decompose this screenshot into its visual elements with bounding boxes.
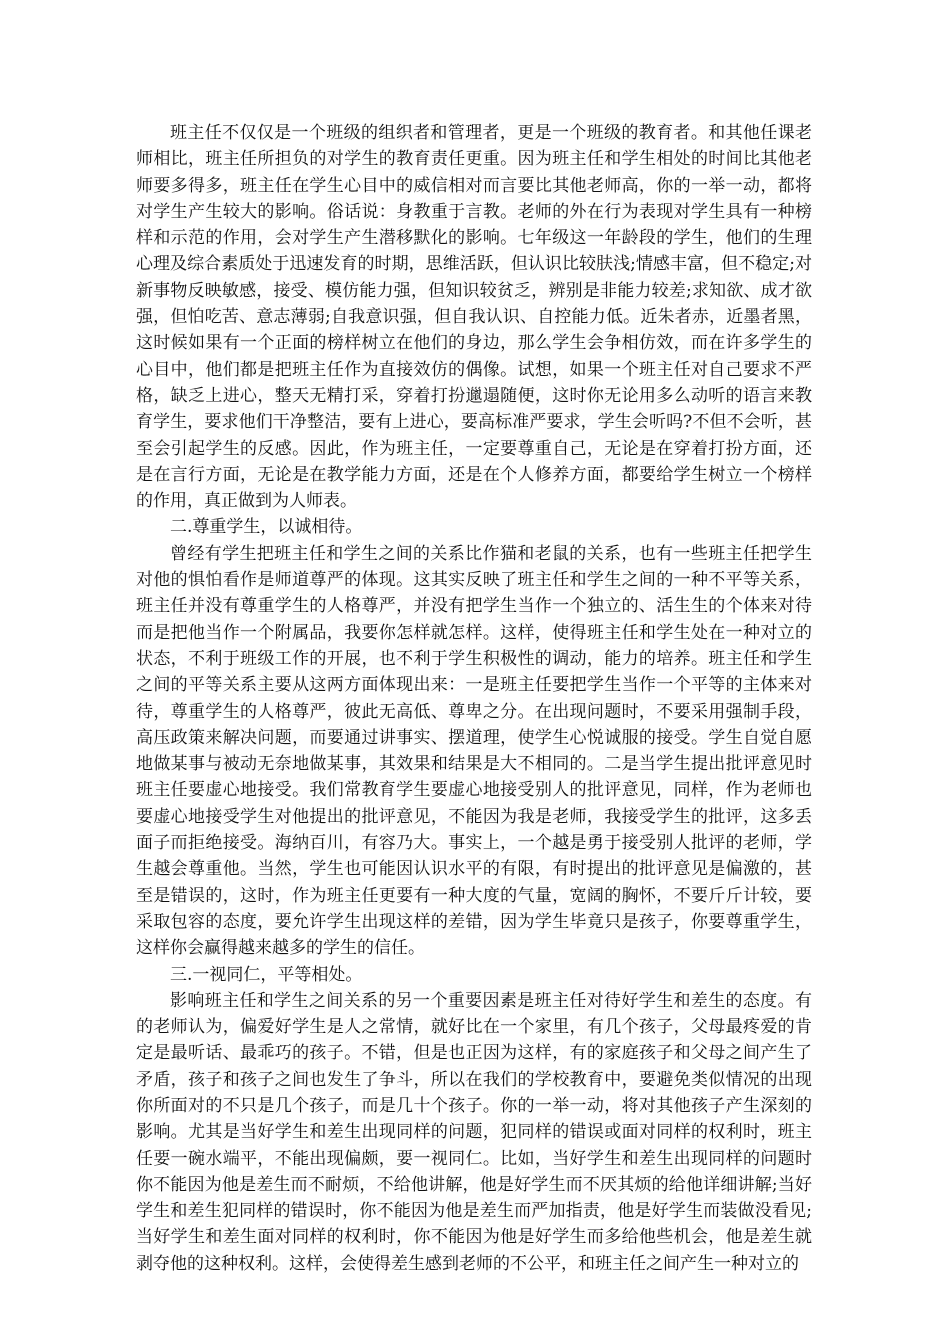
paragraph-role-model: 班主任不仅仅是一个班级的组织者和管理者，更是一个班级的教育者。和其他任课老师相比，班主任所担负的对学生的教育责任更重。因为班主任和学生相处的时间比其他老师要多得多，班主任在学生心目中的威信相对而言要比其他老师高，你的一举一动，都将对学生产生较大的影响。俗话说：身教重于言教。老师的外在行为表现对学生具有一种榜样和示范的作用，会对学生产生潜移默化的影响。七年级这一年龄段的学生，他们的生理心理及综合素质处于迅速发育的时期，思维活跃，但认识比较肤浅;情感丰富，但不稳定;对新事物反映敏感，接受、模仿能力强，但知识较贫乏，辨别是非能力较差;求知欲、成才欲强，但怕吃苦、意志薄弱;自我意识强，但自我认识、自控能力低。近朱者赤，近墨者黑，这时候如果有一个正面的榜样树立在他们的身边，那么学生会争相仿效，而在许多学生的心目中，他们都是把班主任作为直接效仿的偶像。试想，如果一个班主任对自己要求不严格，缺乏上进心，整天无精打采，穿着打扮邋遢随便，这时你无论用多么动听的语言来教育学生，要求他们干净整洁，要有上进心，要高标准严要求，学生会听吗?不但不会听，甚至会引起学生的反感。因此，作为班主任，一定要尊重自己，无论是在穿着打扮方面，还是在言行方面，无论是在教学能力方面，还是在个人修养方面，都要给学生树立一个榜样的作用，真正做到为人师表。 (136, 123, 812, 512)
section-heading-respect: 二.尊重学生，以诚相待。 (170, 517, 363, 538)
section-heading-equality: 三.一视同仁，平等相处。 (170, 964, 363, 985)
paragraph-respect-students: 曾经有学生把班主任和学生之间的关系比作猫和老鼠的关系，也有一些班主任把学生对他的惧怕看作是师道尊严的体现。这其实反映了班主任和学生之间的一种不平等关系，班主任并没有尊重学生的人格尊严，并没有把学生当作一个独立的、活生生的个体来对待而是把他当作一个附属品，我要你怎样就怎样。这样，使得班主任和学生处在一种对立的状态，不利于班级工作的开展，也不利于学生积极性的调动，能力的培养。班主任和学生之间的平等关系主要从这两方面体现出来：一是班主任要把学生当作一个平等的主体来对待，尊重学生的人格尊严，彼此无高低、尊卑之分。在出现问题时，不要采用强制手段，高压政策来解决问题，而要通过讲事实、摆道理，使学生心悦诚服的接受。学生自觉自愿地做某事与被动无奈地做某事，其效果和结果是大不相同的。二是当学生提出批评意见时班主任要虚心地接受。我们常教育学生要虚心地接受别人的批评意见，同样，作为老师也要虚心地接受学生对他提出的批评意见，不能因为我是老师，我接受学生的批评，这多丢面子而拒绝接受。海纳百川，有容乃大。事实上，一个越是勇于接受别人批评的老师，学生越会尊重他。当然，学生也可能因认识水平的有限，有时提出的批评意见是偏激的，甚至是错误的，这时，作为班主任更要有一种大度的气量，宽阔的胸怀，不要斤斤计较，要采取包容的态度，要允许学生出现这样的差错，因为学生毕竟只是孩子，你要尊重学生，这样你会赢得越来越多的学生的信任。 (136, 543, 812, 959)
paragraph-equal-treatment: 影响班主任和学生之间关系的另一个重要因素是班主任对待好学生和差生的态度。有的老师认为，偏爱好学生是人之常情，就好比在一个家里，有几个孩子，父母最疼爱的肯定是最听话、最乖巧的孩子。不错，但是也正因为这样，有的家庭孩子和父母之间产生了矛盾，孩子和孩子之间也发生了争斗，所以在我们的学校教育中，要避免类似情况的出现你所面对的不只是几个孩子，而是几十个孩子。你的一举一动，将对其他孩子产生深刻的影响。尤其是当好学生和差生出现同样的问题，犯同样的错误或面对同样的权利时，班主任要一碗水端平，不能出现偏颇，要一视同仁。比如，当好学生和差生出现同样的问题时你不能因为他是差生而不耐烦，不给他讲解，他是好学生而不厌其烦的给他详细讲解;当好学生和差生犯同样的错误时，你不能因为他是差生而严加指责，他是好学生而装做没看见;当好学生和差生面对同样的权利时，你不能因为他是好学生而多给他些机会，他是差生就剥夺他的这种权利。这样，会使得差生感到老师的不公平，和班主任之间产生一种对立的 (136, 990, 812, 1274)
document-page (136, 120, 812, 1277)
